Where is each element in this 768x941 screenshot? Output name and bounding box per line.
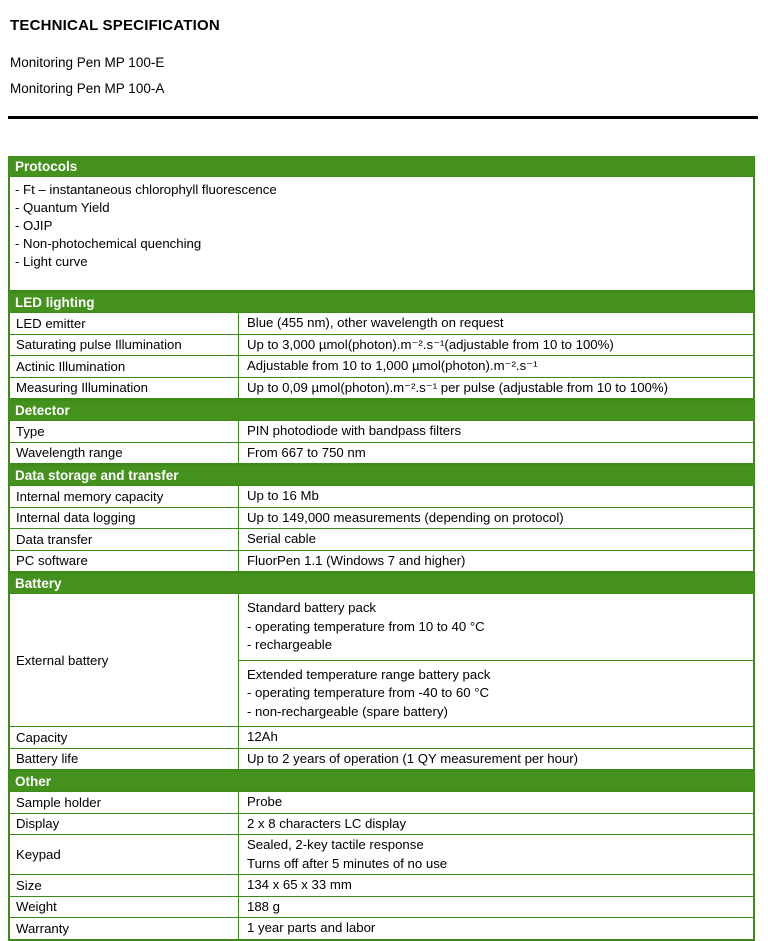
- product-names: [10, 50, 756, 102]
- spec-table: [8, 791, 755, 941]
- table-row: [10, 896, 753, 918]
- spec-sections: [8, 156, 755, 941]
- row-value: [239, 918, 753, 939]
- table-row: [10, 550, 753, 572]
- table-row: [10, 377, 753, 399]
- spec-table: [8, 593, 755, 771]
- row-value: [239, 594, 753, 726]
- protocol-list: [8, 176, 755, 292]
- row-label: Data transfer: [10, 529, 239, 550]
- value-line: - rechargeable: [247, 637, 333, 652]
- value-block: [239, 660, 753, 727]
- section-title: Battery: [8, 573, 755, 593]
- value-line: Standard battery pack: [247, 600, 377, 615]
- row-label: Actinic Illumination: [10, 356, 239, 377]
- table-row: [10, 421, 753, 442]
- value-line: Up to 3,000 µmol(photon).m⁻².s⁻¹(adjustable from 10 to 100%): [247, 336, 614, 352]
- row-value: [239, 814, 753, 835]
- row-label: Type: [10, 421, 239, 442]
- value-line: Up to 149,000 measurements (depending on protocol): [247, 509, 564, 525]
- row-value: [239, 335, 753, 356]
- row-value: [239, 486, 753, 507]
- table-row: [10, 792, 753, 813]
- row-label: Internal memory capacity: [10, 486, 239, 507]
- row-label: Internal data logging: [10, 508, 239, 529]
- row-value: [239, 875, 753, 896]
- table-row: [10, 813, 753, 835]
- list-item: - Light curve: [15, 254, 88, 269]
- product-name-line: Monitoring Pen MP 100-E: [10, 55, 165, 70]
- value-line: Adjustable from 10 to 1,000 µmol(photon).m⁻².s⁻¹: [247, 358, 538, 373]
- section-battery: [8, 573, 755, 771]
- row-label: Keypad: [10, 835, 239, 874]
- row-value: [239, 727, 753, 748]
- row-value: [239, 529, 753, 550]
- page-title: TECHNICAL SPECIFICATION: [10, 17, 220, 34]
- value-line: From 667 to 750 nm: [247, 444, 366, 460]
- row-label: LED emitter: [10, 313, 239, 334]
- row-value: [239, 897, 753, 918]
- value-line: Probe: [247, 794, 283, 809]
- section-led-lighting: [8, 292, 755, 400]
- section-detector: [8, 400, 755, 465]
- table-row: [10, 528, 753, 550]
- value-line: FluorPen 1.1 (Windows 7 and higher): [247, 552, 466, 568]
- table-row: [10, 748, 753, 770]
- row-value: [239, 792, 753, 813]
- table-row: [10, 507, 753, 529]
- table-row: [10, 834, 753, 874]
- value-line: 2 x 8 characters LC display: [247, 815, 407, 831]
- row-label: Display: [10, 814, 239, 835]
- row-label: Warranty: [10, 918, 239, 939]
- row-value: [239, 551, 753, 572]
- spec-table: [8, 312, 755, 400]
- section-title: Other: [8, 771, 755, 791]
- value-line: Up to 16 Mb: [247, 488, 319, 503]
- value-line: Up to 2 years of operation (1 QY measurement per hour): [247, 750, 579, 766]
- list-item: - Quantum Yield: [15, 200, 110, 215]
- spec-table: [8, 420, 755, 465]
- table-row: [10, 917, 753, 939]
- value-line: - operating temperature from 10 to 40 °C: [247, 618, 485, 634]
- row-label: Measuring Illumination: [10, 378, 239, 399]
- value-line: 134 x 65 x 33 mm: [247, 877, 352, 892]
- row-value: [239, 835, 753, 874]
- value-line: Extended temperature range battery pack: [247, 666, 491, 682]
- row-label: Capacity: [10, 727, 239, 748]
- section-protocols: [8, 156, 755, 292]
- table-row: [10, 594, 753, 726]
- row-value: [239, 421, 753, 442]
- section-title: Detector: [8, 400, 755, 420]
- value-block: [239, 594, 753, 660]
- list-item: - Ft – instantaneous chlorophyll fluorescence: [15, 182, 277, 197]
- horizontal-rule: [8, 116, 758, 119]
- row-value: [239, 508, 753, 529]
- value-line: Turns off after 5 minutes of no use: [247, 855, 448, 871]
- section-title: LED lighting: [8, 292, 755, 312]
- row-value: [239, 378, 753, 399]
- section-title: Data storage and transfer: [8, 465, 755, 485]
- value-line: - operating temperature from -40 to 60 °C: [247, 685, 490, 700]
- table-row: [10, 334, 753, 356]
- row-value: [239, 356, 753, 377]
- spec-table: [8, 485, 755, 573]
- section-data-storage-and-transfer: [8, 465, 755, 573]
- value-line: Serial cable: [247, 531, 316, 546]
- value-line: Sealed, 2-key tactile response: [247, 837, 424, 852]
- row-label: External battery: [10, 594, 239, 726]
- row-value: [239, 749, 753, 770]
- table-row: [10, 726, 753, 748]
- value-line: 188 g: [247, 898, 281, 914]
- spec-document: [8, 0, 756, 941]
- value-line: Blue (455 nm), other wavelength on request: [247, 315, 504, 330]
- list-item: - OJIP: [15, 218, 53, 233]
- value-line: Up to 0,09 µmol(photon).m⁻².s⁻¹ per pulse (adjustable from 10 to 100%): [247, 379, 669, 395]
- table-row: [10, 874, 753, 896]
- row-label: PC software: [10, 551, 239, 572]
- row-label: Battery life: [10, 749, 239, 770]
- section-other: [8, 771, 755, 941]
- value-line: 1 year parts and labor: [247, 920, 376, 935]
- row-value: [239, 313, 753, 334]
- value-line: PIN photodiode with bandpass filters: [247, 423, 462, 438]
- table-row: [10, 313, 753, 334]
- table-row: [10, 355, 753, 377]
- value-line: - non-rechargeable (spare battery): [247, 703, 448, 719]
- row-label: Saturating pulse Illumination: [10, 335, 239, 356]
- table-row: [10, 442, 753, 464]
- row-value: [239, 443, 753, 464]
- list-item: - Non-photochemical quenching: [15, 236, 202, 251]
- value-line: 12Ah: [247, 729, 278, 744]
- row-label: Size: [10, 875, 239, 896]
- row-label: Sample holder: [10, 792, 239, 813]
- table-row: [10, 486, 753, 507]
- product-name-line: Monitoring Pen MP 100-A: [10, 81, 165, 96]
- row-label: Wavelength range: [10, 443, 239, 464]
- section-title: Protocols: [8, 156, 755, 176]
- row-label: Weight: [10, 897, 239, 918]
